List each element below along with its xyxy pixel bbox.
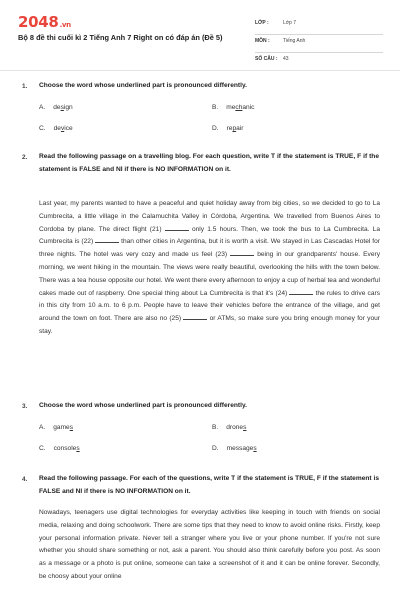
question-text: Read the following passage. For each of the questions, write T if the statement is TRUE, F if the statement is FALSE and NI if there is NO INFORMATION on it. — [39, 475, 379, 495]
option-a[interactable] — [39, 424, 73, 431]
passage-text: than other cities in Argentina, but it is worth a visit. We stayed in Las Cascadas Hotel for three nights. The hotel was very cozy and made us feel (23) — [39, 238, 380, 259]
meta-value: Tiếng Anh — [283, 38, 306, 44]
question-number: 4. — [22, 476, 28, 483]
option-d[interactable] — [212, 125, 243, 132]
option-text: ice — [64, 125, 73, 132]
question-text: Read the following passage on a travelling blog. For each question, write T if the statement is TRUE, F if the statement is FALSE and NI if there is NO INFORMATION on it. — [39, 153, 379, 173]
meta-row-class — [255, 17, 383, 35]
option-d[interactable] — [212, 445, 257, 452]
blank-21[interactable] — [165, 224, 189, 231]
question-number: 2. — [22, 154, 28, 161]
option-text: game — [53, 424, 70, 431]
option-c[interactable] — [39, 445, 80, 452]
option-text: air — [236, 125, 244, 132]
passage-text: or ATMs, so make sure you bring enough money for your stay. — [39, 315, 380, 335]
option-text: de — [53, 125, 61, 132]
meta-value: 43 — [283, 56, 289, 62]
option-underlined: p — [232, 125, 237, 132]
site-logo[interactable] — [18, 13, 71, 31]
passage-text: Last year, my parents wanted to have a peaceful and quiet holiday away from big cities, so we decided to go to La Cumbrecita, a little village in the Calamuchita Valley in Córdoba, Argentina. We travelled from Buenos Aires to Cordoba by plane. The direct flight (21) — [39, 200, 380, 233]
passage-text: only 1.5 hours. Then, we took the bus to La Cumbrecita. La Cumbrecita is (22) — [39, 225, 380, 246]
meta-row-count — [255, 53, 383, 71]
blank-22[interactable] — [95, 236, 119, 243]
option-letter: B. — [212, 104, 219, 111]
blank-23[interactable] — [230, 249, 254, 256]
option-a[interactable] — [39, 104, 73, 111]
option-letter: A. — [39, 104, 46, 111]
option-letter: C. — [39, 125, 46, 132]
option-letter: D. — [212, 125, 219, 132]
option-underlined: v — [60, 125, 65, 132]
option-letter: A. — [39, 424, 46, 431]
option-text: drone — [226, 424, 244, 431]
option-underlined: s — [253, 445, 257, 452]
header-divider — [0, 70, 400, 71]
option-text: console — [53, 445, 77, 452]
meta-row-subject — [255, 35, 383, 53]
option-b[interactable] — [212, 104, 254, 111]
reading-passage: Nowadays, teenagers use digital technologies for everyday activities like keeping in touch with friends on social media, relaxing and doing schoolwork. There are some tips that they need to know to avoid online risks. Firstly, keep your personal information private. Never tell a stranger where you live or your phone number. If you're not sure whether you should share something or not, ask a parent. You should also think carefully before you post. As soon as a message or a photo is put online, someone can take a screenshot of it and it can be online forever. Secondly, be choosy about your online — [39, 509, 380, 580]
option-b[interactable] — [212, 424, 246, 431]
option-text: anic — [242, 104, 255, 111]
option-underlined: s — [76, 445, 80, 452]
page-header — [0, 0, 400, 70]
passage-text: being in our grandparents' house. Every morning, we went hiking in the mountain. The views were really beautiful, overlooking the hills with the town below. There was a tea house opposite our hotel. We went there every afternoon to enjoy a cup of herbal tea and wonderful cakes made out of raspberry. One special thing about La Cumbrecita is that it's (24) — [39, 251, 380, 297]
meta-table — [255, 17, 383, 71]
option-c[interactable] — [39, 125, 73, 132]
reading-passage — [39, 198, 380, 339]
option-underlined: s — [243, 424, 247, 431]
option-letter: D. — [212, 445, 219, 452]
option-text: de — [53, 104, 61, 111]
option-letter: B. — [212, 424, 219, 431]
option-text: re — [226, 125, 233, 132]
blank-25[interactable] — [183, 313, 207, 320]
logo-sub: .vn — [59, 21, 71, 29]
document-title: Bộ 8 đề thi cuối kì 2 Tiếng Anh 7 Right on có đáp án (Đề 5) — [18, 33, 223, 42]
meta-key: MÔN : — [255, 38, 270, 44]
option-text: me — [226, 104, 236, 111]
option-text: message — [226, 445, 254, 452]
option-underlined: ch — [235, 104, 243, 111]
question-text: Choose the word whose underlined part is pronounced differently. — [39, 82, 247, 89]
option-text: ign — [63, 104, 73, 111]
question-number: 1. — [22, 83, 28, 90]
option-underlined: s — [69, 424, 74, 431]
meta-key: LỚP : — [255, 20, 269, 26]
passage-text: the rules to drive cars in this city from 10 a.m. to 6 p.m. People have to leave their vehicles before the entrance of the village, and get around the town on foot. There are also no (25) — [39, 289, 380, 323]
question-number: 3. — [22, 403, 28, 410]
meta-value: Lớp 7 — [283, 20, 297, 26]
question-text: Choose the word whose underlined part is pronounced differently. — [39, 402, 247, 409]
option-letter: C. — [39, 445, 46, 452]
logo-main: 2048 — [18, 13, 59, 31]
meta-key: SỐ CÂU : — [255, 56, 278, 62]
blank-24[interactable] — [289, 288, 313, 295]
option-underlined: s — [60, 104, 64, 111]
